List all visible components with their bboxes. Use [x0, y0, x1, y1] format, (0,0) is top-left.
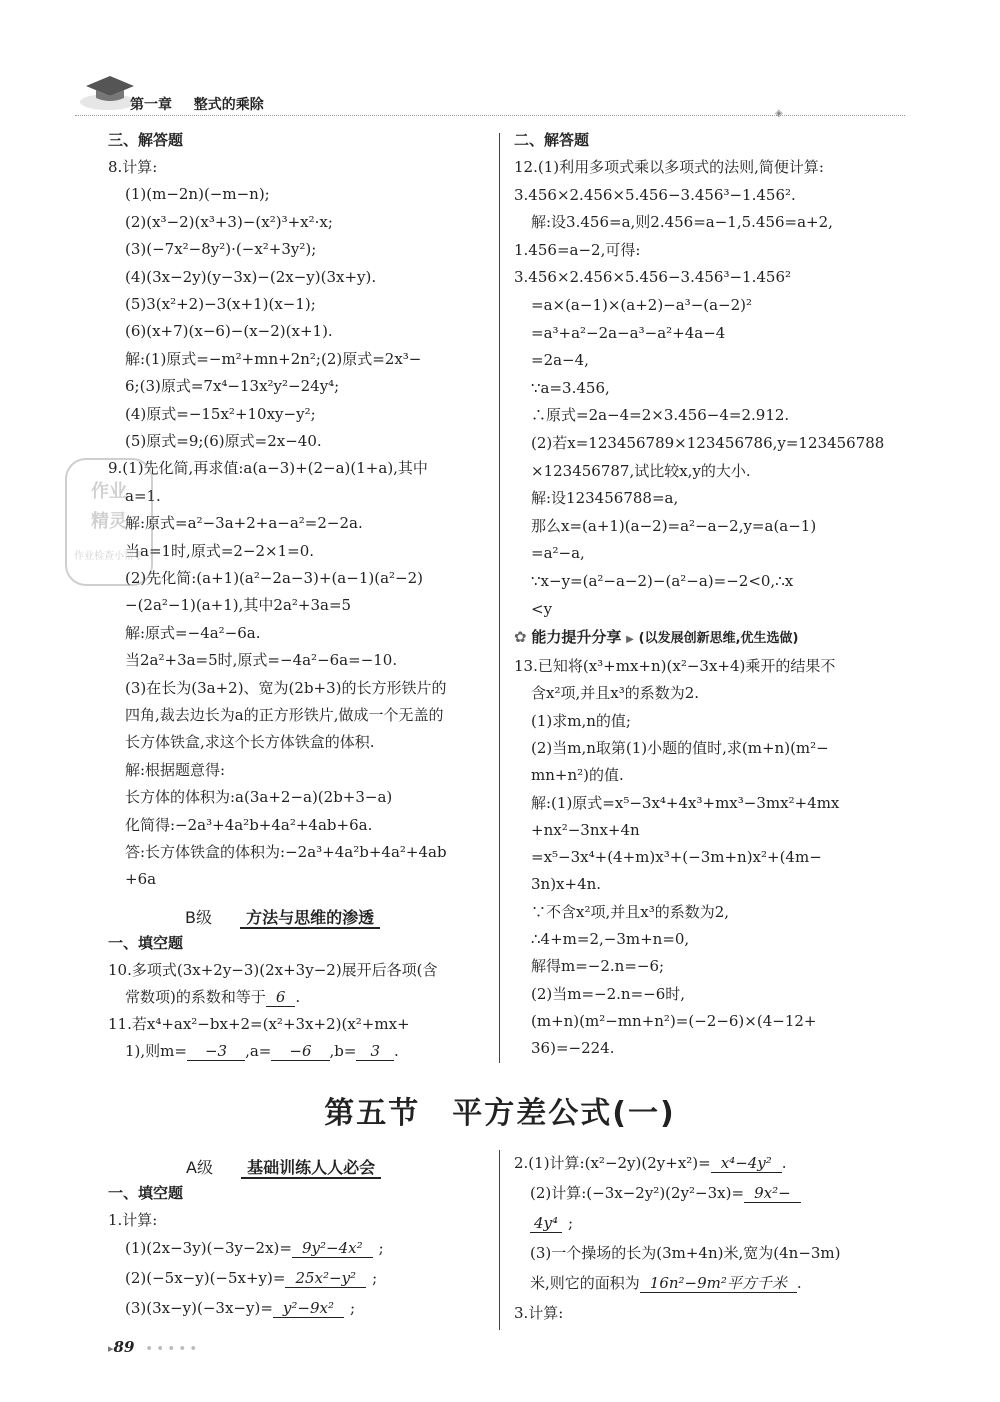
- level-b-title: 方法与思维的渗透: [240, 908, 380, 929]
- q10-text: 常数项)的系数和等于: [125, 988, 266, 1006]
- q2-1-answer: x⁴−4y²: [711, 1154, 782, 1173]
- q1-2-answer: 25x²−y²: [285, 1269, 366, 1288]
- text-line: (5)3(x²+2)−3(x+1)(x−1);: [125, 295, 316, 313]
- text-line: 那么x=(a+1)(a−2)=a²−a−2,y=a(a−1): [531, 516, 817, 535]
- level-a-title: 基础训练人人必会: [241, 1158, 381, 1179]
- q2-2: (2)计算:(−3x−2y²)(2y²−3x)= 9x²−: [530, 1183, 801, 1203]
- q1-3: (3)(3x−y)(−3x−y)= y²−9x² ;: [125, 1299, 356, 1317]
- q2-2-answer-cont: 4y⁴: [530, 1214, 562, 1233]
- q2-2-answer: 9x²−: [744, 1184, 801, 1203]
- q11-end: .: [394, 1042, 399, 1060]
- text-line: (2)若x=123456789×123456786,y=123456788: [531, 434, 885, 452]
- text-line: +6a: [125, 870, 157, 889]
- text-line: (3)在长为(3a+2)、宽为(2b+3)的长方形铁片的: [125, 678, 447, 697]
- section-heading: 三、解答题: [108, 131, 184, 149]
- text-line: 3.456×2.456×5.456−3.456³−1.456².: [514, 185, 796, 204]
- text-line: ∴原式=2a−4=2×3.456−4=2.912.: [531, 406, 790, 425]
- dots-decoration: •••••: [145, 1342, 201, 1355]
- q10-line1: 10.多项式(3x+2y−3)(2x+3y−2)展开后各项(含: [108, 961, 438, 979]
- svg-text:精灵: 精灵: [91, 511, 127, 532]
- q2-3-line1: (3)一个操场的长为(3m+4n)米,宽为(4n−3m): [530, 1244, 841, 1262]
- column-divider-2: [499, 1150, 500, 1330]
- text-line: (4)原式=−15x²+10xy−y²;: [125, 404, 316, 423]
- svg-text:作业检查小帮手: 作业检查小帮手: [74, 551, 144, 562]
- text-line: 解:根据题意得:: [125, 760, 226, 779]
- text-line: 解:原式=a²−3a+2+a−a²=2−2a.: [125, 514, 363, 533]
- stamp-badge-icon: [62, 455, 157, 590]
- text-line: ∵x−y=(a²−a−2)−(a²−a)=−2<0,∴x: [531, 572, 794, 590]
- text-line: 解:设3.456=a,则2.456=a−1,5.456=a+2,: [531, 213, 833, 232]
- text-line: 6;(3)原式=7x⁴−13x²y²−24y⁴;: [125, 377, 340, 396]
- text-line: 长方体铁盒,求这个长方体铁盒的体积.: [125, 733, 375, 752]
- text-line: +nx²−3nx+4n: [531, 820, 640, 839]
- page-number: ▸89 •••••: [108, 1338, 201, 1356]
- text-line: −(2a²−1)(a+1),其中2a²+3a=5: [125, 596, 352, 615]
- text-line: (4)(3x−2y)(y−3x)−(2x−y)(3x+y).: [125, 267, 377, 286]
- text-line: 四角,裁去边长为a的正方形铁片,做成一个无盖的: [125, 706, 444, 724]
- fill-heading: 一、填空题: [108, 934, 184, 952]
- text-line: 当2a²+3a=5时,原式=−4a²−6a=−10.: [125, 651, 398, 670]
- text-line: 解:(1)原式=x⁵−3x⁴+4x³+mx³−3mx²+4mx: [531, 793, 840, 812]
- text-line: 答:长方体铁盒的体积为:−2a³+4a²b+4a²+4ab: [125, 843, 447, 861]
- q10-line2: [125, 987, 300, 1007]
- level-b-label: B级: [185, 908, 212, 927]
- text-line: 当a=1时,原式=2−2×1=0.: [125, 541, 315, 560]
- text-line: 含x²项,并且x³的系数为2.: [531, 684, 700, 703]
- q2-2-cont: 4y⁴ ;: [530, 1213, 573, 1233]
- text-line: (1)(m−2n)(−m−n);: [125, 185, 270, 204]
- text-line: ∴4+m=2,−3m+n=0,: [531, 930, 690, 948]
- text-line: 解得m=−2.n=−6;: [531, 957, 665, 976]
- text-line: 3n)x+4n.: [531, 875, 602, 894]
- text-line: 解:设123456788=a,: [531, 489, 679, 508]
- q1-1-answer: 9y²−4x²: [292, 1239, 373, 1258]
- ability-heading: [514, 627, 798, 650]
- text-line: 解:(1)原式=−m²+mn+2n²;(2)原式=2x³−: [125, 349, 422, 368]
- watermark-stamp: [62, 455, 157, 590]
- gear-icon: ✿: [514, 628, 527, 646]
- q1-1: (1)(2x−3y)(−3y−2x)= 9y²−4x² ;: [125, 1239, 384, 1257]
- q10-answer: 6: [266, 988, 296, 1007]
- q11-text-b: ,b=: [329, 1042, 357, 1060]
- text-line: mn+n²)的值.: [531, 766, 624, 785]
- q2-3-answer: 16n²−9m²平方千米: [640, 1274, 797, 1293]
- fill-heading-2: 一、填空题: [108, 1184, 184, 1202]
- chapter-label: 第一章: [130, 97, 172, 113]
- column-divider: [499, 133, 500, 1063]
- text-line: ∵a=3.456,: [531, 378, 610, 397]
- triangle-marker-icon: ▸: [108, 1342, 114, 1355]
- graduation-cap-icon: [78, 72, 138, 112]
- text-line: (2)(x³−2)(x³+3)−(x²)³+x²·x;: [125, 212, 333, 231]
- text-line: ∵不含x²项,并且x³的系数为2,: [531, 902, 730, 921]
- text-line: 3.456×2.456×5.456−3.456³−1.456²: [514, 268, 792, 287]
- q11-answer-m: −3: [187, 1042, 245, 1061]
- text-line: =x⁵−3x⁴+(4+m)x³+(−3m+n)x²+(4m−: [531, 848, 822, 867]
- text-line: (2)当m=−2.n=−6时,: [531, 984, 686, 1003]
- q1: 1.计算:: [108, 1211, 158, 1229]
- text-line: ×123456787,试比较x,y的大小.: [531, 461, 751, 480]
- text-line: 化简得:−2a³+4a²b+4a²+4ab+6a.: [125, 815, 373, 834]
- text-line: (3)(−7x²−8y²)·(−x²+3y²);: [125, 240, 317, 259]
- text-line: =2a−4,: [531, 351, 589, 370]
- level-a-heading: [186, 1155, 381, 1178]
- text-line: 长方体的体积为:a(3a+2−a)(2b+3−a): [125, 788, 393, 807]
- text-line: 8.计算:: [108, 158, 158, 176]
- svg-text:作业: 作业: [91, 481, 127, 502]
- q11-text-m: 1),则m=: [125, 1042, 187, 1060]
- q11-line1: 11.若x⁴+ax²−bx+2=(x²+3x+2)(x²+mx+: [108, 1015, 410, 1033]
- level-b-heading: [185, 905, 380, 928]
- section-heading-right: 二、解答题: [514, 131, 590, 149]
- q3: 3.计算:: [514, 1304, 564, 1322]
- text-line: =a²−a,: [531, 544, 585, 563]
- q11-answer-b: 3: [356, 1042, 394, 1061]
- q11-text-a: ,a=: [245, 1042, 272, 1060]
- text-line: 13.已知将(x³+mx+n)(x²−3x+4)乘开的结果不: [514, 657, 836, 675]
- ability-title: 能力提升分享: [531, 628, 622, 646]
- text-line: (5)原式=9;(6)原式=2x−40.: [125, 432, 322, 450]
- q11-answer-a: −6: [271, 1042, 329, 1061]
- q1-3-answer: y²−9x²: [273, 1299, 344, 1318]
- text-line: 9.(1)先化简,再求值:a(a−3)+(2−a)(1+a),其中: [108, 459, 428, 478]
- q2-1: 2.(1)计算:(x²−2y)(2y+x²)= x⁴−4y² .: [514, 1154, 787, 1172]
- text-line: 解:原式=−4a²−6a.: [125, 623, 261, 642]
- q10-end: .: [295, 988, 301, 1006]
- text-line: (2)当m,n取第(1)小题的值时,求(m+n)(m²−: [531, 738, 829, 757]
- text-line: (6)(x+7)(x−6)−(x−2)(x+1).: [125, 322, 333, 341]
- section5-title: 第五节 平方差公式(一): [324, 1096, 676, 1131]
- chapter-title: 整式的乘除: [193, 97, 264, 113]
- text-line: a=1.: [125, 486, 161, 505]
- text-line: <y: [531, 599, 553, 618]
- ability-note: (以发展创新思维,优生选做): [638, 631, 799, 646]
- text-line: =a×(a−1)×(a+2)−a³−(a−2)²: [531, 296, 753, 314]
- triangle-icon: ▶: [626, 634, 634, 645]
- text-line: 12.(1)利用多项式乘以多项式的法则,简便计算:: [514, 158, 824, 176]
- text-line: =a³+a²−2a−a³−a²+4a−4: [531, 323, 726, 342]
- q11-line2: [125, 1041, 399, 1061]
- text-line: (m+n)(m²−mn+n²)=(−2−6)×(4−12+: [531, 1011, 817, 1030]
- q1-2: (2)(−5x−y)(−5x+y)= 25x²−y² ;: [125, 1269, 378, 1287]
- text-line: (2)先化简:(a+1)(a²−2a−3)+(a−1)(a²−2): [125, 569, 423, 587]
- q2-3-line2: 米,则它的面积为 16n²−9m²平方千米 .: [530, 1274, 802, 1292]
- diamond-icon: ◈: [775, 108, 783, 119]
- text-line: 36)=−224.: [531, 1039, 615, 1058]
- text-line: 1.456=a−2,可得:: [514, 240, 641, 259]
- level-a-label: A级: [186, 1158, 213, 1177]
- text-line: (1)求m,n的值;: [531, 711, 631, 730]
